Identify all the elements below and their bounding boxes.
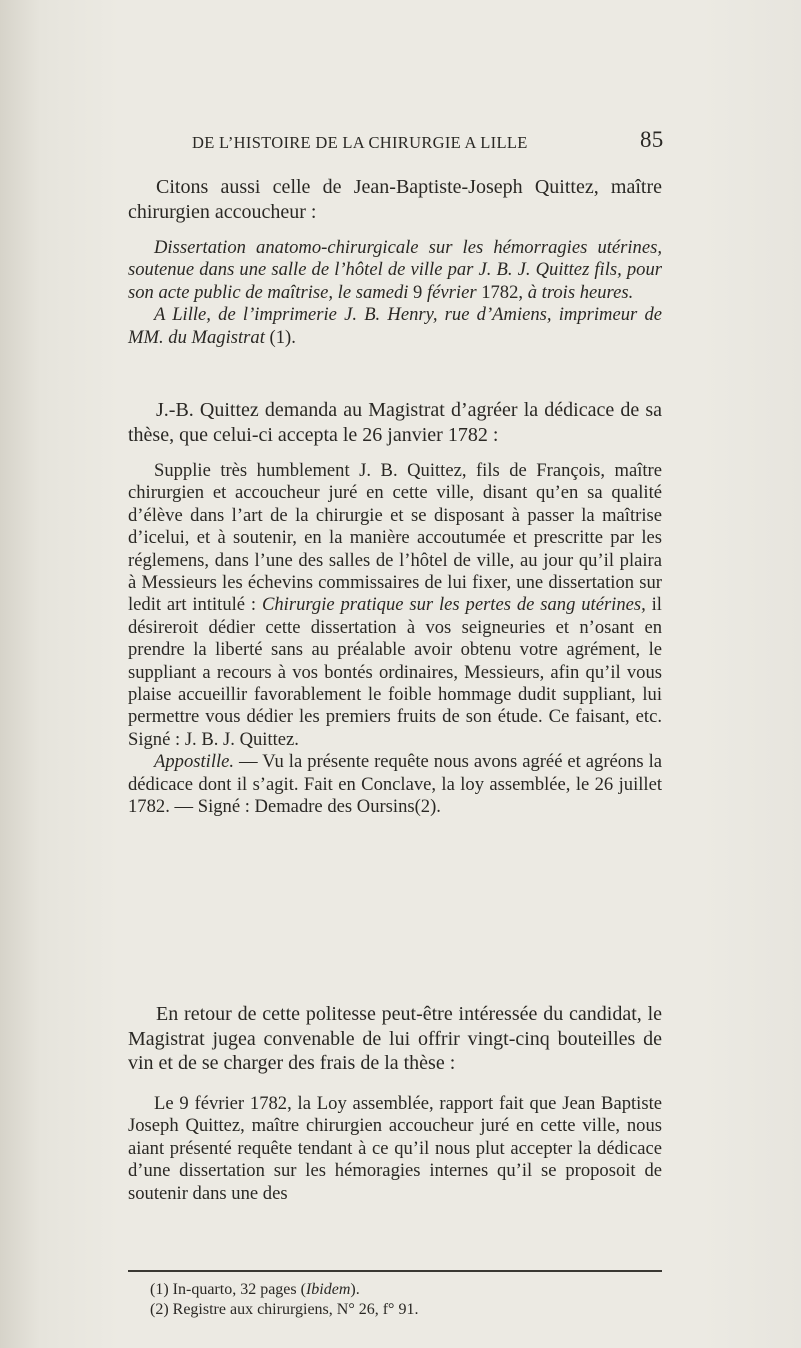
thesis-title-italic-a: Dissertation anatomo-chirurgicale sur les hémorragies utérines, soutenue dans une salle de l’hôtel de ville par J. B. J. Quittez fils, pour son acte public de maîtrise, le samedi [128, 237, 662, 303]
thesis-title-plain-a: 9 [408, 281, 427, 303]
appostille-label: Appostille. [154, 751, 235, 773]
thesis-title [128, 237, 662, 304]
appostille-body: — Vu la présente requête nous avons agréé et agréons la dédicace dont il s’agit. Fait en Conclave, la loy assemblée, le 26 juillet 1782. — Signé : Demadre des Oursins(2). [128, 751, 662, 818]
loy-quote [128, 1093, 662, 1205]
petition-plain-a: Supplie très humblement J. B. Quittez, fils de François, maître chirurgien et accoucheur juré en cette ville, disant qu’en sa qualité d’élève dans l’art de la chirurgie et se disposant à passer la maîtrise d’icelui, et à soutenir, en la manière accoutumée et prescritte par les réglemens, dans l’une des salles de l’hôtel de ville, au jour qu’il plaira à Messieurs les échevins commissaires de lui fixer, une dissertation sur ledit art intitulé : [128, 460, 662, 616]
page-header [192, 127, 664, 153]
printer-line [128, 304, 662, 349]
running-title: DE L’HISTOIRE DE LA CHIRURGIE A LILLE [192, 133, 528, 152]
footnote-2: (2) Registre aux chirurgiens, N° 26, f° 91. [150, 1301, 419, 1318]
printer-italic: A Lille, de l’imprimerie J. B. Henry, rue d’Amiens, imprimeur de MM. du Magistrat [128, 304, 662, 348]
footnote-divider [128, 1270, 662, 1272]
thesis-title-italic-c: à trois heures. [527, 281, 634, 303]
petition-italic: Chirurgie pratique sur les pertes de sang utérines, [261, 594, 646, 616]
footnote-1-text: (1) In-quarto, 32 pages ( [150, 1281, 306, 1298]
politesse-text: En retour de cette politesse peut-être intéressée du candidat, le Magistrat jugea convenable de lui offrir vingt-cinq bouteilles de vin et de se charger des frais de la thèse : [128, 1003, 662, 1074]
dedication-text: J.-B. Quittez demanda au Magistrat d’agréer la dédicace de sa thèse, que celui-ci accepta le 26 janvier 1782 : [128, 399, 662, 446]
paragraph-politesse [128, 1002, 662, 1076]
printer-footnote-ref: (1). [264, 326, 296, 348]
footnote-1 [150, 1280, 660, 1300]
loy-text: Le 9 février 1782, la Loy assemblée, rapport fait que Jean Baptiste Joseph Quittez, maître chirurgien accoucheur juré en cette ville, nous aiant présenté requête tendant à ce qu’il nous plut accepter la dédicace d’une dissertation sur les hémoragies internes qu’il se proposoit de soutenir dans une des [128, 1093, 662, 1204]
footnote-1-ibidem: Ibidem [305, 1281, 351, 1298]
thesis-title-plain-b: 1782, [476, 281, 528, 303]
intro-text: Citons aussi celle de Jean-Baptiste-Joseph Quittez, maître chirurgien accoucheur : [128, 176, 662, 223]
appostille-text [128, 751, 662, 818]
petition-quote [128, 460, 662, 819]
paragraph-dedication [128, 398, 662, 447]
page-number: 85 [640, 127, 664, 152]
footnotes [150, 1280, 660, 1320]
petition-text [128, 460, 662, 751]
paragraph-intro [128, 175, 662, 224]
footnote-1-end: ). [350, 1281, 360, 1298]
thesis-title-italic-b: février [427, 281, 477, 303]
petition-plain-b: il désireroit dédier cette dissertation à vos seigneuries et n’osant en prendre la liberté sans au préalable avoir obtenu votre agrément, le suppliant a recours à vos bontés ordinaires, Messieurs, afin qu’il vous plaise accueillir favorablement le foible hommage dudit suppliant, lui permettre vous dédier les premiers fruits de son étude. Ce faisant, etc. Signé : J. B. J. Quittez. [128, 594, 662, 750]
thesis-title-quote [128, 237, 662, 349]
